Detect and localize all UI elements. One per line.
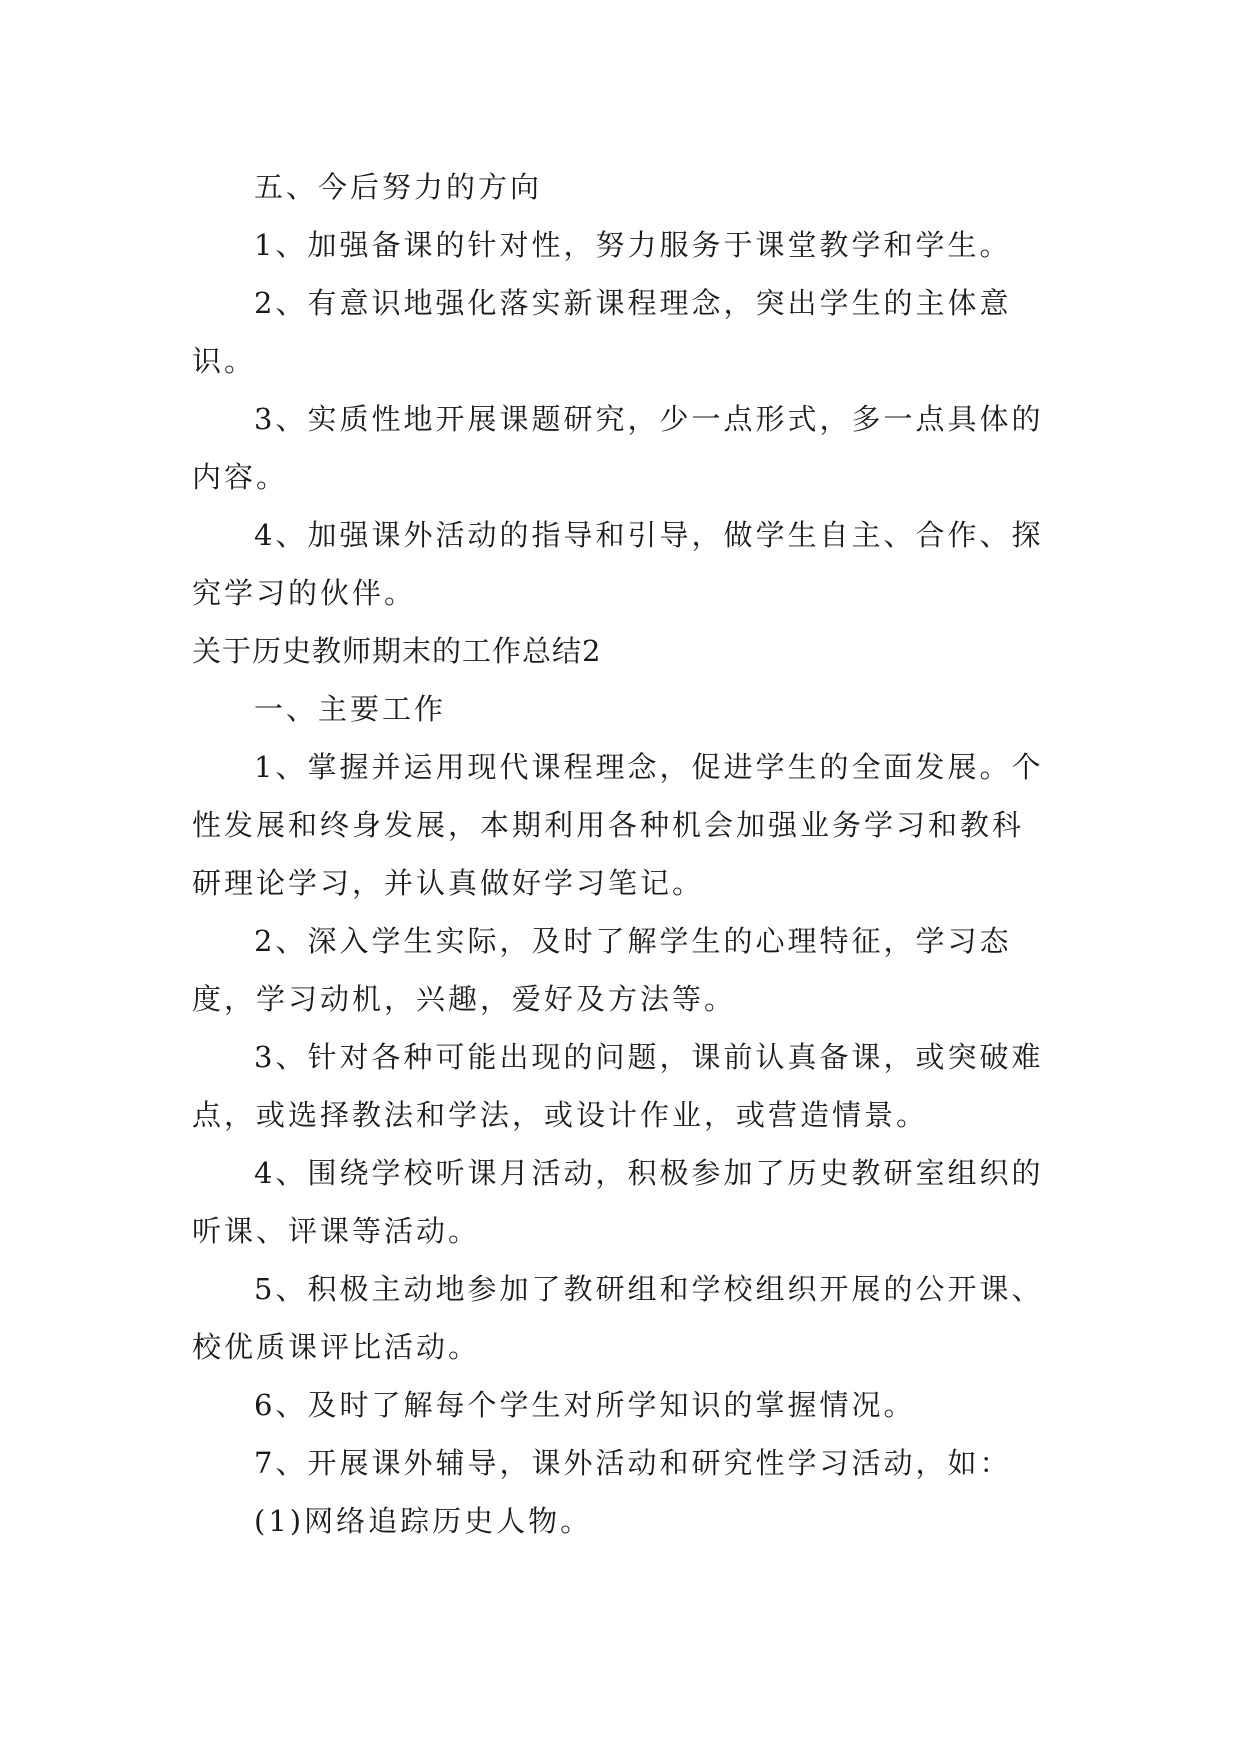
- paragraph: 1、掌握并运用现代课程理念，促进学生的全面发展。个性发展和终身发展，本期利用各种机会加强业务学习和教科研理论学习，并认真做好学习笔记。: [192, 750, 1044, 900]
- paragraph: 4、围绕学校听课月活动，积极参加了历史教研室组织的听课、评课等活动。: [192, 1156, 1044, 1248]
- paragraph: 7、开展课外辅导，课外活动和研究性学习活动，如：: [254, 1446, 1012, 1480]
- section-heading: 一、主要工作: [254, 692, 447, 726]
- paragraph: 4、加强课外活动的指导和引导，做学生自主、合作、探究学习的伙伴。: [192, 518, 1044, 610]
- paragraph: 5、积极主动地参加了教研组和学校组织开展的公开课、校优质课评比活动。: [192, 1272, 1044, 1364]
- paragraph: 3、实质性地开展课题研究，少一点形式，多一点具体的内容。: [192, 402, 1044, 494]
- document-body: [192, 158, 1052, 1550]
- paragraph: (1)网络追踪历史人物。: [254, 1504, 593, 1538]
- paragraph: 1、加强备课的针对性，努力服务于课堂教学和学生。: [254, 228, 1012, 262]
- paragraph: 6、及时了解每个学生对所学知识的掌握情况。: [254, 1388, 916, 1422]
- document-title: 关于历史教师期末的工作总结2: [192, 634, 602, 668]
- paragraph: 2、深入学生实际，及时了解学生的心理特征，学习态度，学习动机，兴趣，爱好及方法等。: [192, 924, 1012, 1016]
- paragraph: 2、有意识地强化落实新课程理念，突出学生的主体意识。: [192, 286, 1012, 378]
- section-heading: 五、今后努力的方向: [254, 170, 543, 204]
- paragraph: 3、针对各种可能出现的问题，课前认真备课，或突破难点，或选择教法和学法，或设计作业，或营造情景。: [192, 1040, 1044, 1132]
